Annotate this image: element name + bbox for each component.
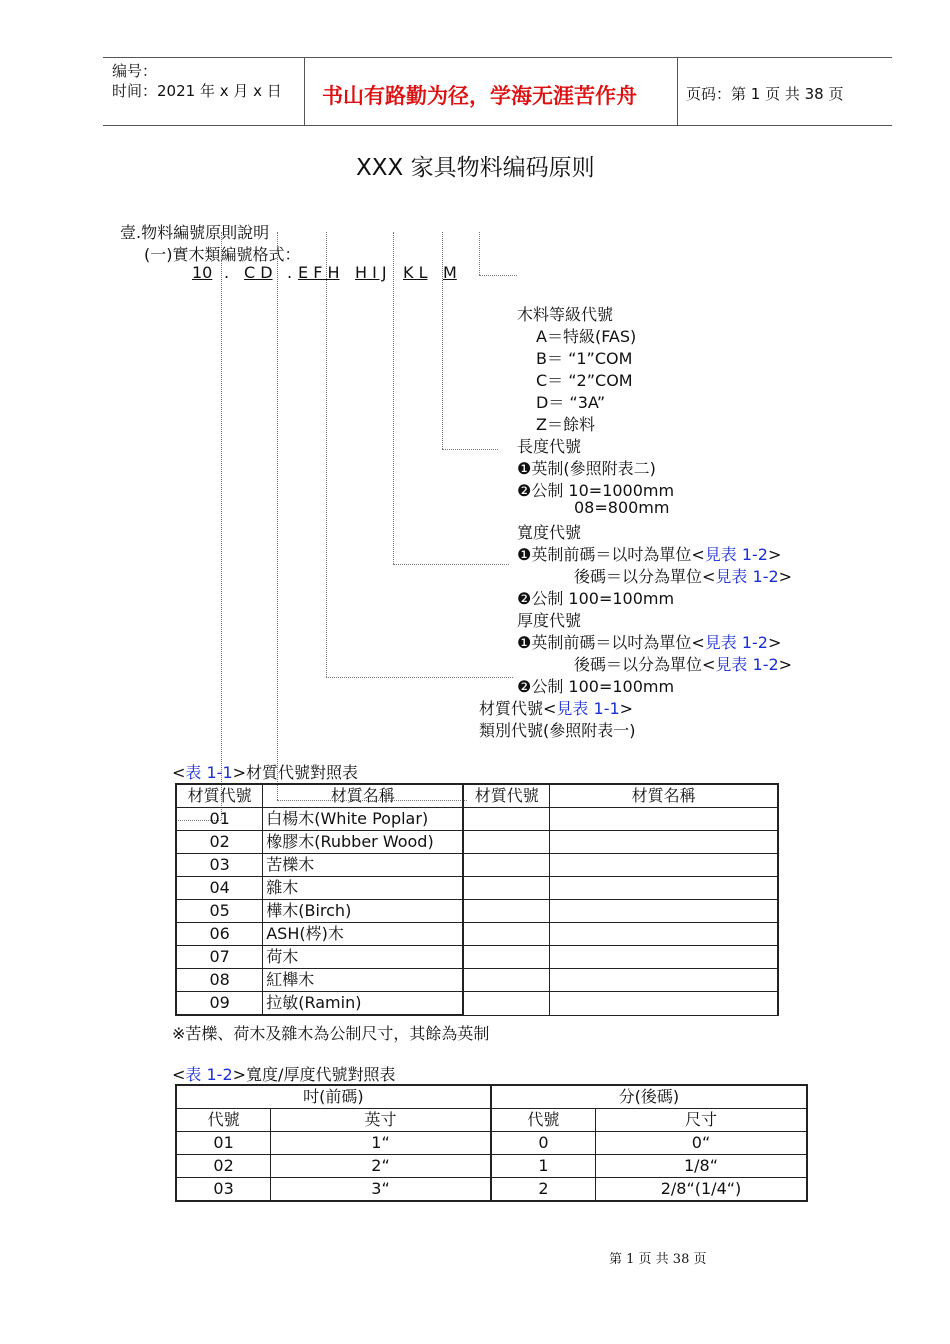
table-row bbox=[176, 831, 778, 854]
width-back-link[interactable]: 見表 1-2 bbox=[715, 567, 779, 586]
size-code-table bbox=[175, 1084, 808, 1202]
serial-label: 编号： bbox=[112, 62, 158, 80]
header-cell: 材質代號 bbox=[176, 784, 263, 808]
table-row bbox=[176, 900, 778, 923]
format-seg-grade: M bbox=[443, 263, 457, 282]
thickness-imperial-back: 後碼＝以分為單位<見表 1-2> bbox=[574, 655, 793, 674]
table-cell bbox=[550, 831, 778, 854]
table-row bbox=[176, 877, 778, 900]
grade-title: 木料等級代號 bbox=[517, 305, 614, 324]
leader-grade-v bbox=[479, 232, 480, 275]
material-table bbox=[175, 783, 779, 1016]
table-cell: 04 bbox=[176, 877, 263, 900]
header-cell: 代號 bbox=[491, 1109, 596, 1132]
table-cell bbox=[463, 900, 550, 923]
leader-width-v bbox=[393, 232, 394, 564]
table-cell: 05 bbox=[176, 900, 263, 923]
length-metric: ❷公制 10=1000mm bbox=[517, 481, 675, 500]
group-header-inch: 吋(前碼) bbox=[176, 1085, 491, 1109]
grade-b: B＝ “1”COM bbox=[536, 349, 633, 368]
table-cell: 1“ bbox=[271, 1132, 491, 1155]
header-cell: 尺寸 bbox=[596, 1109, 808, 1132]
table-cell: 2 bbox=[491, 1178, 596, 1202]
leader-length-v bbox=[442, 232, 443, 449]
table-cell: ASH(梣)木 bbox=[263, 923, 463, 946]
table-cell bbox=[550, 854, 778, 877]
table-cell: 08 bbox=[176, 969, 263, 992]
width-imperial-front: ❶英制前碼＝以吋為單位<見表 1-2> bbox=[517, 545, 782, 564]
table-group-row bbox=[176, 1085, 807, 1109]
table-cell bbox=[550, 946, 778, 969]
table-cell: 荷木 bbox=[263, 946, 463, 969]
table1-link[interactable]: 表 1-1 bbox=[185, 763, 233, 782]
table2-link[interactable]: 表 1-2 bbox=[185, 1065, 233, 1084]
table-row bbox=[176, 1178, 807, 1202]
table-cell bbox=[463, 923, 550, 946]
table2-caption: <表 1-2>寬度/厚度代號對照表 bbox=[172, 1065, 396, 1084]
table-cell: 雜木 bbox=[263, 877, 463, 900]
section-subheading: (一)實木類編號格式： bbox=[144, 245, 301, 264]
width-front-link[interactable]: 見表 1-2 bbox=[704, 545, 768, 564]
length-metric-2: 08=800mm bbox=[574, 498, 670, 517]
table-cell bbox=[550, 992, 778, 1016]
table-cell: 06 bbox=[176, 923, 263, 946]
table-cell: 02 bbox=[176, 831, 263, 854]
table-cell: 01 bbox=[176, 1132, 271, 1155]
table-cell bbox=[550, 877, 778, 900]
page-label: 页码：第 1 页 共 38 页 bbox=[686, 85, 844, 103]
header-divider-left bbox=[304, 57, 305, 125]
leader-material-v bbox=[277, 232, 278, 800]
table-cell bbox=[463, 808, 550, 831]
table-cell: 03 bbox=[176, 854, 263, 877]
thickness-metric: ❷公制 100=100mm bbox=[517, 677, 675, 696]
table-cell: 02 bbox=[176, 1155, 271, 1178]
page-title: XXX 家具物料编码原则 bbox=[356, 155, 595, 181]
table-cell: 03 bbox=[176, 1178, 271, 1202]
table-cell: 苦櫟木 bbox=[263, 854, 463, 877]
leader-thickness-h bbox=[326, 677, 513, 678]
header-bottom-rule bbox=[103, 125, 892, 126]
header-divider-right bbox=[677, 57, 678, 125]
table-cell: 樺木(Birch) bbox=[263, 900, 463, 923]
thickness-back-link[interactable]: 見表 1-2 bbox=[715, 655, 779, 674]
table-cell bbox=[463, 992, 550, 1016]
table-cell: 橡膠木(Rubber Wood) bbox=[263, 831, 463, 854]
table-row bbox=[176, 808, 778, 831]
thickness-front-link[interactable]: 見表 1-2 bbox=[704, 633, 768, 652]
category-code-label: 類別代號(參照附表一) bbox=[479, 721, 636, 740]
table-cell bbox=[463, 854, 550, 877]
width-metric: ❷公制 100=100mm bbox=[517, 589, 675, 608]
table-cell bbox=[463, 831, 550, 854]
thickness-title: 厚度代號 bbox=[517, 611, 582, 630]
header-cell: 材質名稱 bbox=[550, 784, 778, 808]
format-dot-1: . bbox=[224, 263, 230, 282]
format-seg-thickness: E F H bbox=[298, 263, 340, 282]
table-cell bbox=[550, 900, 778, 923]
table-cell: 1 bbox=[491, 1155, 596, 1178]
table-row bbox=[176, 946, 778, 969]
page-footer: 第 1 页 共 38 页 bbox=[609, 1252, 707, 1267]
table-cell: 01 bbox=[176, 808, 263, 831]
header-cell: 英寸 bbox=[271, 1109, 491, 1132]
header-cell: 材質代號 bbox=[463, 784, 550, 808]
material-code-label: 材質代號<見表 1-1> bbox=[479, 699, 634, 718]
format-seg-material: C D bbox=[244, 263, 273, 282]
table-cell: 07 bbox=[176, 946, 263, 969]
table-cell bbox=[463, 877, 550, 900]
leader-category-v bbox=[221, 232, 222, 820]
table-row bbox=[176, 1155, 807, 1178]
header-cell: 材質名稱 bbox=[263, 784, 463, 808]
width-imperial-back: 後碼＝以分為單位<見表 1-2> bbox=[574, 567, 793, 586]
material-link[interactable]: 見表 1-1 bbox=[556, 699, 620, 718]
table-cell: 拉敏(Ramin) bbox=[263, 992, 463, 1016]
format-dot-2: . bbox=[287, 263, 293, 282]
table-row bbox=[176, 1132, 807, 1155]
table-cell: 2/8“(1/4“) bbox=[596, 1178, 808, 1202]
table-cell bbox=[463, 946, 550, 969]
grade-z: Z＝餘料 bbox=[536, 415, 595, 434]
table-cell: 2“ bbox=[271, 1155, 491, 1178]
leader-grade-h bbox=[479, 275, 517, 276]
table-cell: 白楊木(White Poplar) bbox=[263, 808, 463, 831]
length-imperial: ❶英制(參照附表二) bbox=[517, 459, 656, 478]
length-title: 長度代號 bbox=[517, 437, 582, 456]
table1-note: ※苦櫟、荷木及雜木為公制尺寸，其餘為英制 bbox=[172, 1024, 490, 1043]
table-cell: 紅櫸木 bbox=[263, 969, 463, 992]
table-cell: 3“ bbox=[271, 1178, 491, 1202]
grade-d: D＝ “3A” bbox=[536, 393, 606, 412]
thickness-imperial-front: ❶英制前碼＝以吋為單位<見表 1-2> bbox=[517, 633, 782, 652]
header-motto: 书山有路勤为径，学海无涯苦作舟 bbox=[322, 83, 637, 108]
leader-thickness-v bbox=[326, 232, 327, 677]
date-label: 时间：2021 年 x 月 x 日 bbox=[112, 82, 282, 100]
format-seg-category: 10 bbox=[192, 263, 213, 282]
header-cell: 代號 bbox=[176, 1109, 271, 1132]
table1-caption: <表 1-1>材質代號對照表 bbox=[172, 763, 359, 782]
width-title: 寬度代號 bbox=[517, 523, 582, 542]
table-cell: 0“ bbox=[596, 1132, 808, 1155]
leader-width-h bbox=[393, 564, 509, 565]
table-cell: 09 bbox=[176, 992, 263, 1016]
table-cell bbox=[550, 969, 778, 992]
section-heading: 壹.物料編號原則說明 bbox=[120, 223, 270, 242]
table-cell bbox=[550, 808, 778, 831]
group-header-fraction: 分(後碼) bbox=[491, 1085, 807, 1109]
format-seg-width: H I J bbox=[355, 263, 387, 282]
table-cell bbox=[463, 969, 550, 992]
table-header-row bbox=[176, 1109, 807, 1132]
grade-c: C＝ “2”COM bbox=[536, 371, 633, 390]
table-row bbox=[176, 992, 778, 1016]
table-header-row bbox=[176, 784, 778, 808]
header-top-rule bbox=[103, 57, 892, 58]
table-cell: 1/8“ bbox=[596, 1155, 808, 1178]
grade-a: A＝特級(FAS) bbox=[536, 327, 637, 346]
table-row bbox=[176, 923, 778, 946]
leader-length-h bbox=[442, 449, 498, 450]
table-row bbox=[176, 854, 778, 877]
format-seg-length: K L bbox=[403, 263, 428, 282]
table-cell: 0 bbox=[491, 1132, 596, 1155]
table-row bbox=[176, 969, 778, 992]
table-cell bbox=[550, 923, 778, 946]
